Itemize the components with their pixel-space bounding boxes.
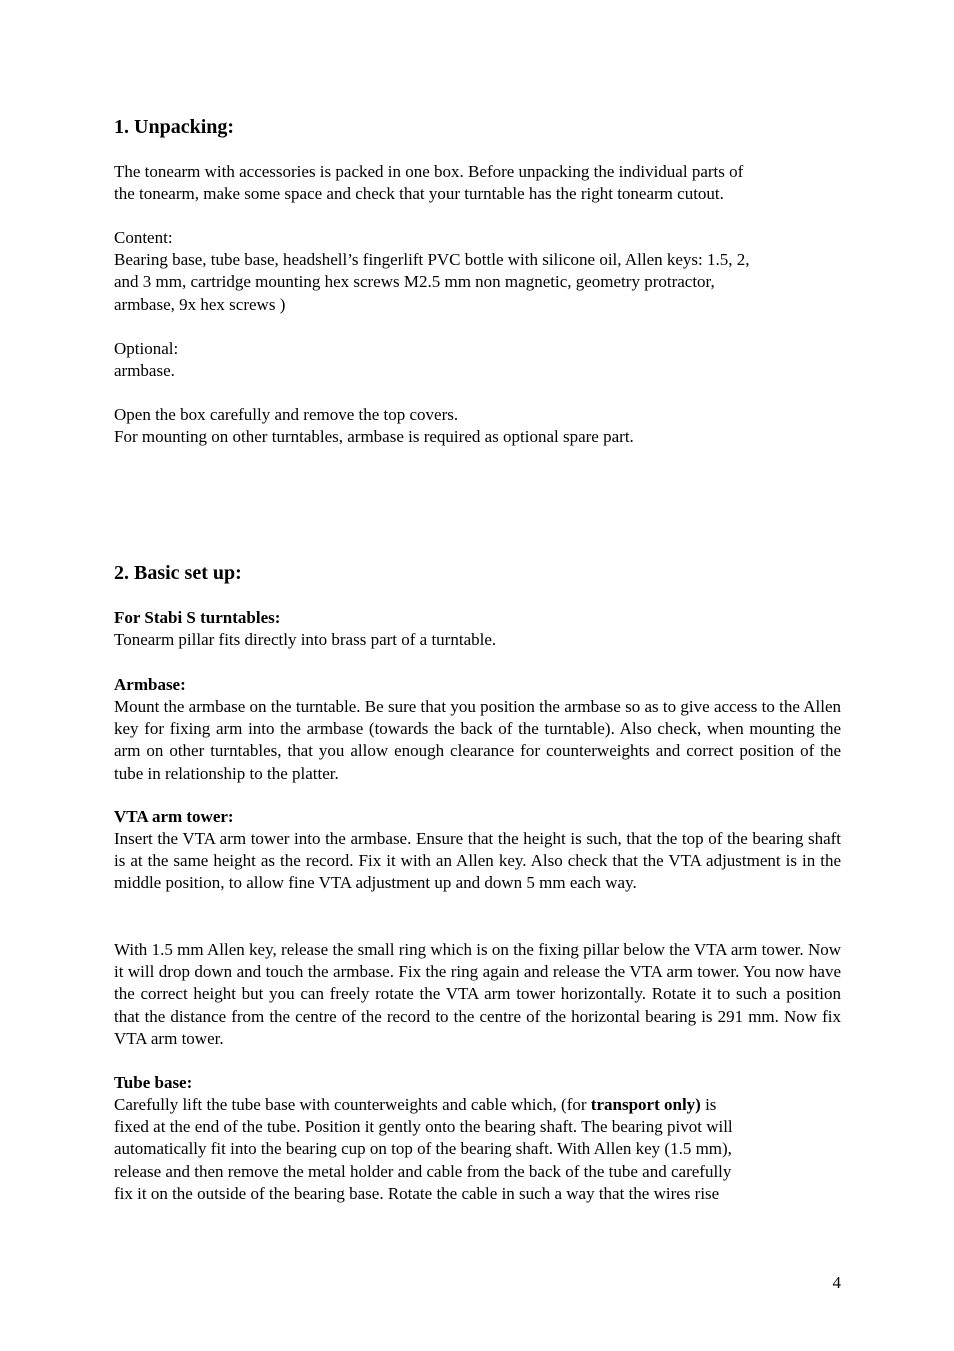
- tube-line-4: release and then remove the metal holder and cable from the back of the tube and carefully: [114, 1161, 732, 1181]
- paragraph-optional: [114, 338, 841, 382]
- content-line-2: and 3 mm, cartridge mounting hex screws M2.5 mm non magnetic, geometry protractor,: [114, 272, 715, 292]
- subheading-tube-base: Tube base:: [114, 1073, 193, 1092]
- paragraph-open-box: [114, 404, 841, 448]
- intro-line-1: The tonearm with accessories is packed in one box. Before unpacking the individual parts of: [114, 162, 744, 181]
- open-line-1: Open the box carefully and remove the top covers.: [114, 405, 459, 424]
- intro-line-2: the tonearm, make some space and check that your turntable has the right tonearm cutout.: [114, 184, 724, 204]
- stabi-text: Tonearm pillar fits directly into brass part of a turntable.: [114, 630, 497, 650]
- content-label: Content:: [114, 228, 173, 247]
- tube-line-2: fixed at the end of the tube. Position it gently onto the bearing shaft. The bearing pivot will: [114, 1117, 733, 1137]
- subheading-armbase: Armbase:: [114, 675, 186, 694]
- paragraph-armbase: Mount the armbase on the turntable. Be sure that you position the armbase so as to give access to the Allen key for fixing arm into the armbase (towards the back of the turntable). Also check, when mounting the arm on other turntables, that you allow enough clearance for counterweights and correct position of the tube in relationship to the platter.: [114, 697, 841, 783]
- optional-value: armbase.: [114, 361, 175, 381]
- tube-line-1-pre: Carefully lift the tube base with counterweights and cable which, (for: [114, 1095, 591, 1114]
- content-line-1: Bearing base, tube base, headshell’s fingerlift PVC bottle with silicone oil, Allen keys: 1.5, 2,: [114, 250, 750, 270]
- paragraph-content: [114, 227, 841, 316]
- tube-line-3: automatically fit into the bearing cup on top of the bearing shaft. With Allen key (1.5 mm),: [114, 1139, 732, 1159]
- tube-line-5: fix it on the outside of the bearing base. Rotate the cable in such a way that the wires rise: [114, 1183, 720, 1203]
- optional-label: Optional:: [114, 339, 179, 358]
- tube-line-1-bold: transport only): [590, 1095, 701, 1114]
- tube-line-1-post: is: [700, 1095, 717, 1114]
- open-line-2: For mounting on other turntables, armbase is required as optional spare part.: [114, 427, 634, 447]
- subheading-stabi: For Stabi S turntables:: [114, 608, 281, 627]
- paragraph-vta: Insert the VTA arm tower into the armbase. Ensure that the height is such, that the top of the bearing shaft is at the same height as the record. Fix it with an Allen key. Also check that the VTA adjustment is in the middle position, to allow fine VTA adjustment up and down 5 mm each way.: [114, 829, 841, 893]
- paragraph-tube-base: [114, 1094, 841, 1205]
- content-line-3: armbase, 9x hex screws ): [114, 294, 286, 314]
- paragraph-stabi: [114, 607, 841, 651]
- section-heading-basic-setup: 2. Basic set up:: [114, 562, 242, 584]
- subheading-vta-arm-tower: VTA arm tower:: [114, 807, 234, 826]
- paragraph-intro: [114, 161, 841, 205]
- paragraph-vta-height: With 1.5 mm Allen key, release the small ring which is on the fixing pillar below the VTA arm tower. Now it will drop down and touch the armbase. Fix the ring again and release the VTA arm tower. You now have the correct height but you can freely rotate the VTA arm tower horizontally. Rotate it to such a position that the distance from the centre of the record to the centre of the horizontal bearing is 291 mm. Now fix VTA arm tower.: [114, 940, 841, 1048]
- section-heading-unpacking: 1. Unpacking:: [114, 116, 235, 138]
- page-number: 4: [832, 1273, 841, 1292]
